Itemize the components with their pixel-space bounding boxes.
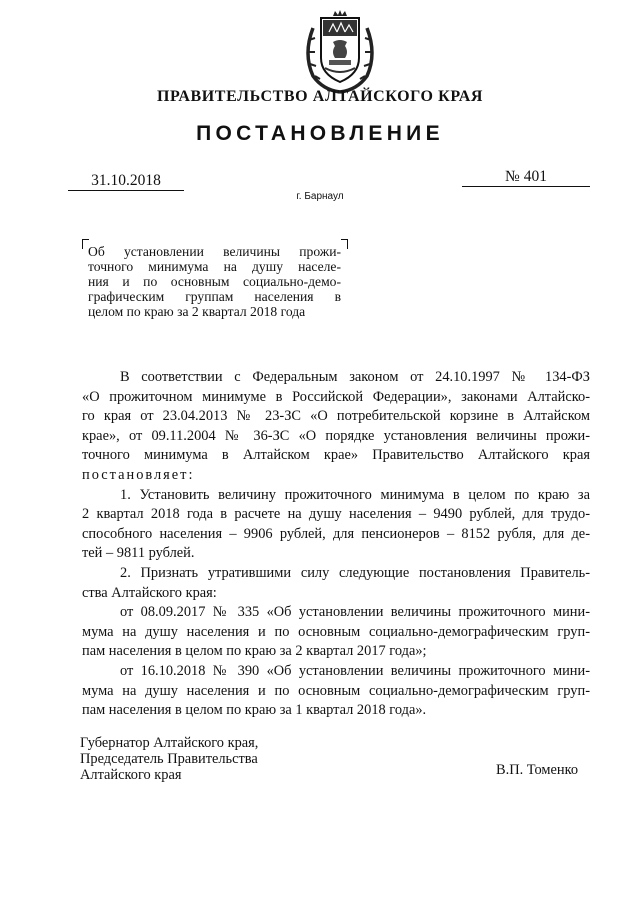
signatory-name: В.П. Томенко [496,762,579,778]
decree-word: постановляет: [82,466,195,483]
decree-number: № 401 [462,168,590,187]
item-2-line: ства Алтайского края: [82,584,217,601]
preamble-line: В соответствии с Федеральным законом от 24.10.1997 № 134-ФЗ [120,369,590,385]
coat-of-arms-icon [299,10,381,96]
subject-line: целом по краю за 2 квартал 2018 года [88,304,306,319]
subject-line: графическим группам населения в [88,289,341,304]
item-1-line: способного населения – 9906 рублей, для пенсионеров – 8152 рубля, для де- [82,525,590,542]
signatory-position-line: Председатель Правительства [80,751,258,767]
repeal-2-line: от 16.10.2018 № 390 «Об установлении величины прожиточного мини- [120,662,590,679]
subject-bracket-right [341,239,348,249]
subject-line: ния и по основным социально-демо- [88,274,341,289]
preamble-line: «О прожиточном минимуме в Российской Федерации», законами Алтайско- [82,388,590,405]
signatory-position-line: Алтайского края [80,767,182,783]
decree-body [82,368,590,721]
item-1-line: 1. Установить величину прожиточного минимума в целом по краю за [120,486,590,503]
repeal-1-line: мума на душу населения и по основным социально-демографическим груп- [82,623,590,640]
government-name: ПРАВИТЕЛЬСТВО АЛТАЙСКОГО КРАЯ [156,88,484,105]
preamble-line: го края от 23.04.2013 № 23-ЗС «О потребительской корзине в Алтайском [82,408,590,425]
item-2-line: 2. Признать утратившими силу следующие постановления Правитель- [120,564,590,581]
subject-line: точного минимума на душу населе- [88,259,341,274]
repeal-1-line: пам населения в целом по краю за 2 квартал 2017 года»; [82,643,427,660]
document-type-title: ПОСТАНОВЛЕНИЕ [196,122,444,145]
preamble-line: точного минимума в Алтайском крае» Правительство Алтайского края [82,447,590,464]
repeal-1-line: от 08.09.2017 № 335 «Об установлении величины прожиточного мини- [120,604,590,621]
decree-subject [88,244,341,319]
item-1-line: 2 квартал 2018 года в расчете на душу населения – 9490 рублей, для трудо- [82,506,590,523]
decree-date: 31.10.2018 [68,172,184,191]
subject-line: Об установлении величины прожи- [88,244,341,259]
signatory-position [80,735,258,783]
preamble-line: крае», от 09.11.2004 № 36-ЗС «О порядке установления величины прожи- [82,427,590,444]
repeal-2-line: пам населения в целом по краю за 1 квартал 2018 года». [82,702,427,719]
decree-city: г. Барнаул [296,191,344,202]
signatory-position-line: Губернатор Алтайского края, [80,735,259,751]
repeal-2-line: мума на душу населения и по основным социально-демографическим груп- [82,682,590,699]
item-1-line: тей – 9811 рублей. [82,545,195,562]
